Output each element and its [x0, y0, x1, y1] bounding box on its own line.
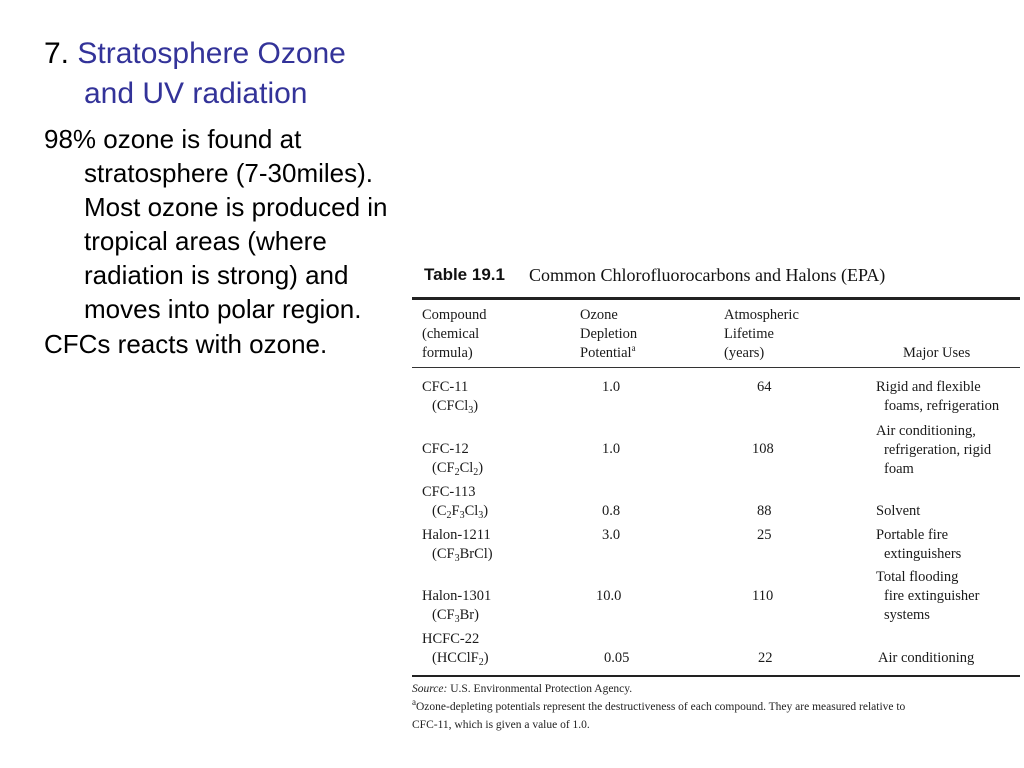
footnote-text-2: CFC-11, which is given a value of 1.0. — [412, 719, 590, 731]
bullet-line: CFCs reacts with ozone. — [44, 329, 328, 359]
table-cell-uses — [878, 649, 974, 668]
bullet-line: radiation is strong) and — [84, 260, 349, 290]
table-cell-compound — [422, 526, 493, 564]
table-cell-compound — [422, 378, 478, 416]
compound-name: CFC-11 — [422, 379, 469, 395]
uses-line: Air conditioning, — [876, 423, 976, 439]
table-cell-odp: 10.0 — [596, 588, 622, 604]
bullet-item-cfcs — [44, 327, 424, 361]
uses-line: extinguishers — [884, 546, 962, 562]
header-lifetime — [724, 306, 799, 363]
bullet-line: moves into polar region. — [84, 294, 362, 324]
table-cell-lifetime: 25 — [757, 527, 772, 543]
table-header-row — [412, 300, 1020, 367]
header-odp-line: Depletion — [580, 326, 638, 342]
header-lifetime-line: Atmospheric — [724, 307, 799, 323]
compound-name: CFC-12 — [422, 441, 469, 457]
source-line — [412, 680, 1012, 698]
table-cell-uses — [876, 526, 961, 564]
footnote-text-1: Ozone-depleting potentials represent the destructiveness of each compound. They are measured relative to — [416, 701, 906, 713]
table-cell-odp: 1.0 — [602, 441, 621, 457]
table-cell-uses — [876, 502, 920, 521]
compound-name: HCFC-22 — [422, 631, 480, 647]
slide-title — [44, 34, 414, 114]
table-caption-text: Common Chlorofluorocarbons and Halons (EPA) — [529, 265, 886, 285]
uses-line: fire extinguisher — [884, 588, 980, 604]
table-body — [412, 368, 1020, 668]
uses-line: Rigid and flexible — [876, 379, 981, 395]
compound-formula: (CFCl$_3$) — [432, 398, 479, 416]
title-number: 7. — [44, 37, 70, 70]
table-cell-lifetime: 22 — [758, 650, 773, 666]
uses-line: refrigeration, rigid — [884, 442, 992, 458]
table-cell-uses — [876, 422, 991, 479]
header-odp-line: Ozone — [580, 307, 618, 323]
title-line-2: and UV radiation — [84, 77, 308, 110]
header-compound — [422, 306, 486, 363]
compound-formula: $(CF_3Br)$ — [432, 607, 479, 625]
header-odp-line: Potential — [580, 345, 632, 361]
uses-line: Air conditioning — [878, 650, 975, 666]
table-cell-odp: 0.05 — [604, 650, 630, 666]
header-lifetime-line: Lifetime — [724, 326, 774, 342]
table-label: Table 19.1 — [424, 265, 505, 284]
table-bottom-rule — [412, 675, 1020, 677]
table-cell-odp: 3.0 — [602, 527, 621, 543]
compound-formula: $(C_2F_3Cl_3)$ — [432, 503, 489, 521]
bullet-line: stratosphere (7-30miles). — [84, 158, 373, 188]
header-lifetime-line: (years) — [724, 345, 765, 361]
footnote-marker: a — [631, 343, 636, 354]
table-cell-uses — [876, 568, 979, 625]
header-compound-line: formula) — [422, 345, 473, 361]
table-cell-lifetime: 110 — [752, 588, 774, 604]
uses-line: Total flooding — [876, 569, 959, 585]
bullet-list — [44, 122, 424, 361]
uses-line: Portable fire — [876, 527, 949, 543]
footnote-mark: a — [412, 697, 416, 708]
compound-name: Halon-1211 — [422, 527, 491, 543]
cfc-table — [412, 262, 1020, 677]
uses-line: foam — [884, 461, 914, 477]
footnote-line — [412, 698, 1012, 716]
table-cell-odp: 1.0 — [602, 379, 621, 395]
table-caption — [412, 262, 1020, 294]
table-cell-compound — [422, 440, 483, 478]
table-cell-compound — [422, 587, 491, 625]
compound-formula: $(CF_3BrCl)$ — [432, 546, 493, 564]
table-cell-lifetime: 64 — [757, 379, 772, 395]
header-major-uses: Major Uses — [903, 345, 971, 361]
compound-name: Halon-1301 — [422, 588, 492, 604]
uses-line: systems — [884, 607, 930, 623]
header-ozone-depletion — [580, 306, 637, 363]
bullet-line: 98% ozone is found at — [44, 124, 302, 154]
bullet-item-ozone — [44, 122, 424, 326]
table-cell-lifetime: 108 — [752, 441, 774, 457]
table-cell-lifetime: 88 — [757, 503, 772, 519]
table-cell-compound — [422, 483, 488, 521]
uses-line: Solvent — [876, 503, 921, 519]
table-cell-odp: 0.8 — [602, 503, 621, 519]
bullet-line: tropical areas (where — [84, 226, 327, 256]
title-line-1: Stratosphere Ozone — [77, 37, 346, 70]
compound-formula: $(CF_2Cl_2)$ — [432, 460, 484, 478]
header-compound-line: Compound — [422, 307, 487, 323]
header-compound-line: (chemical — [422, 326, 480, 342]
footnote-line — [412, 716, 1012, 734]
bullet-line: Most ozone is produced in — [84, 192, 388, 222]
uses-line: foams, refrigeration — [884, 398, 1000, 414]
table-source-notes — [412, 680, 1012, 734]
table-cell-uses — [876, 378, 999, 416]
source-text: U.S. Environmental Protection Agency. — [450, 683, 633, 695]
table-cell-compound — [422, 630, 489, 668]
compound-name: CFC-113 — [422, 484, 476, 500]
source-label: Source: — [412, 683, 448, 695]
compound-formula: (HCClF$_2$) — [432, 650, 489, 668]
